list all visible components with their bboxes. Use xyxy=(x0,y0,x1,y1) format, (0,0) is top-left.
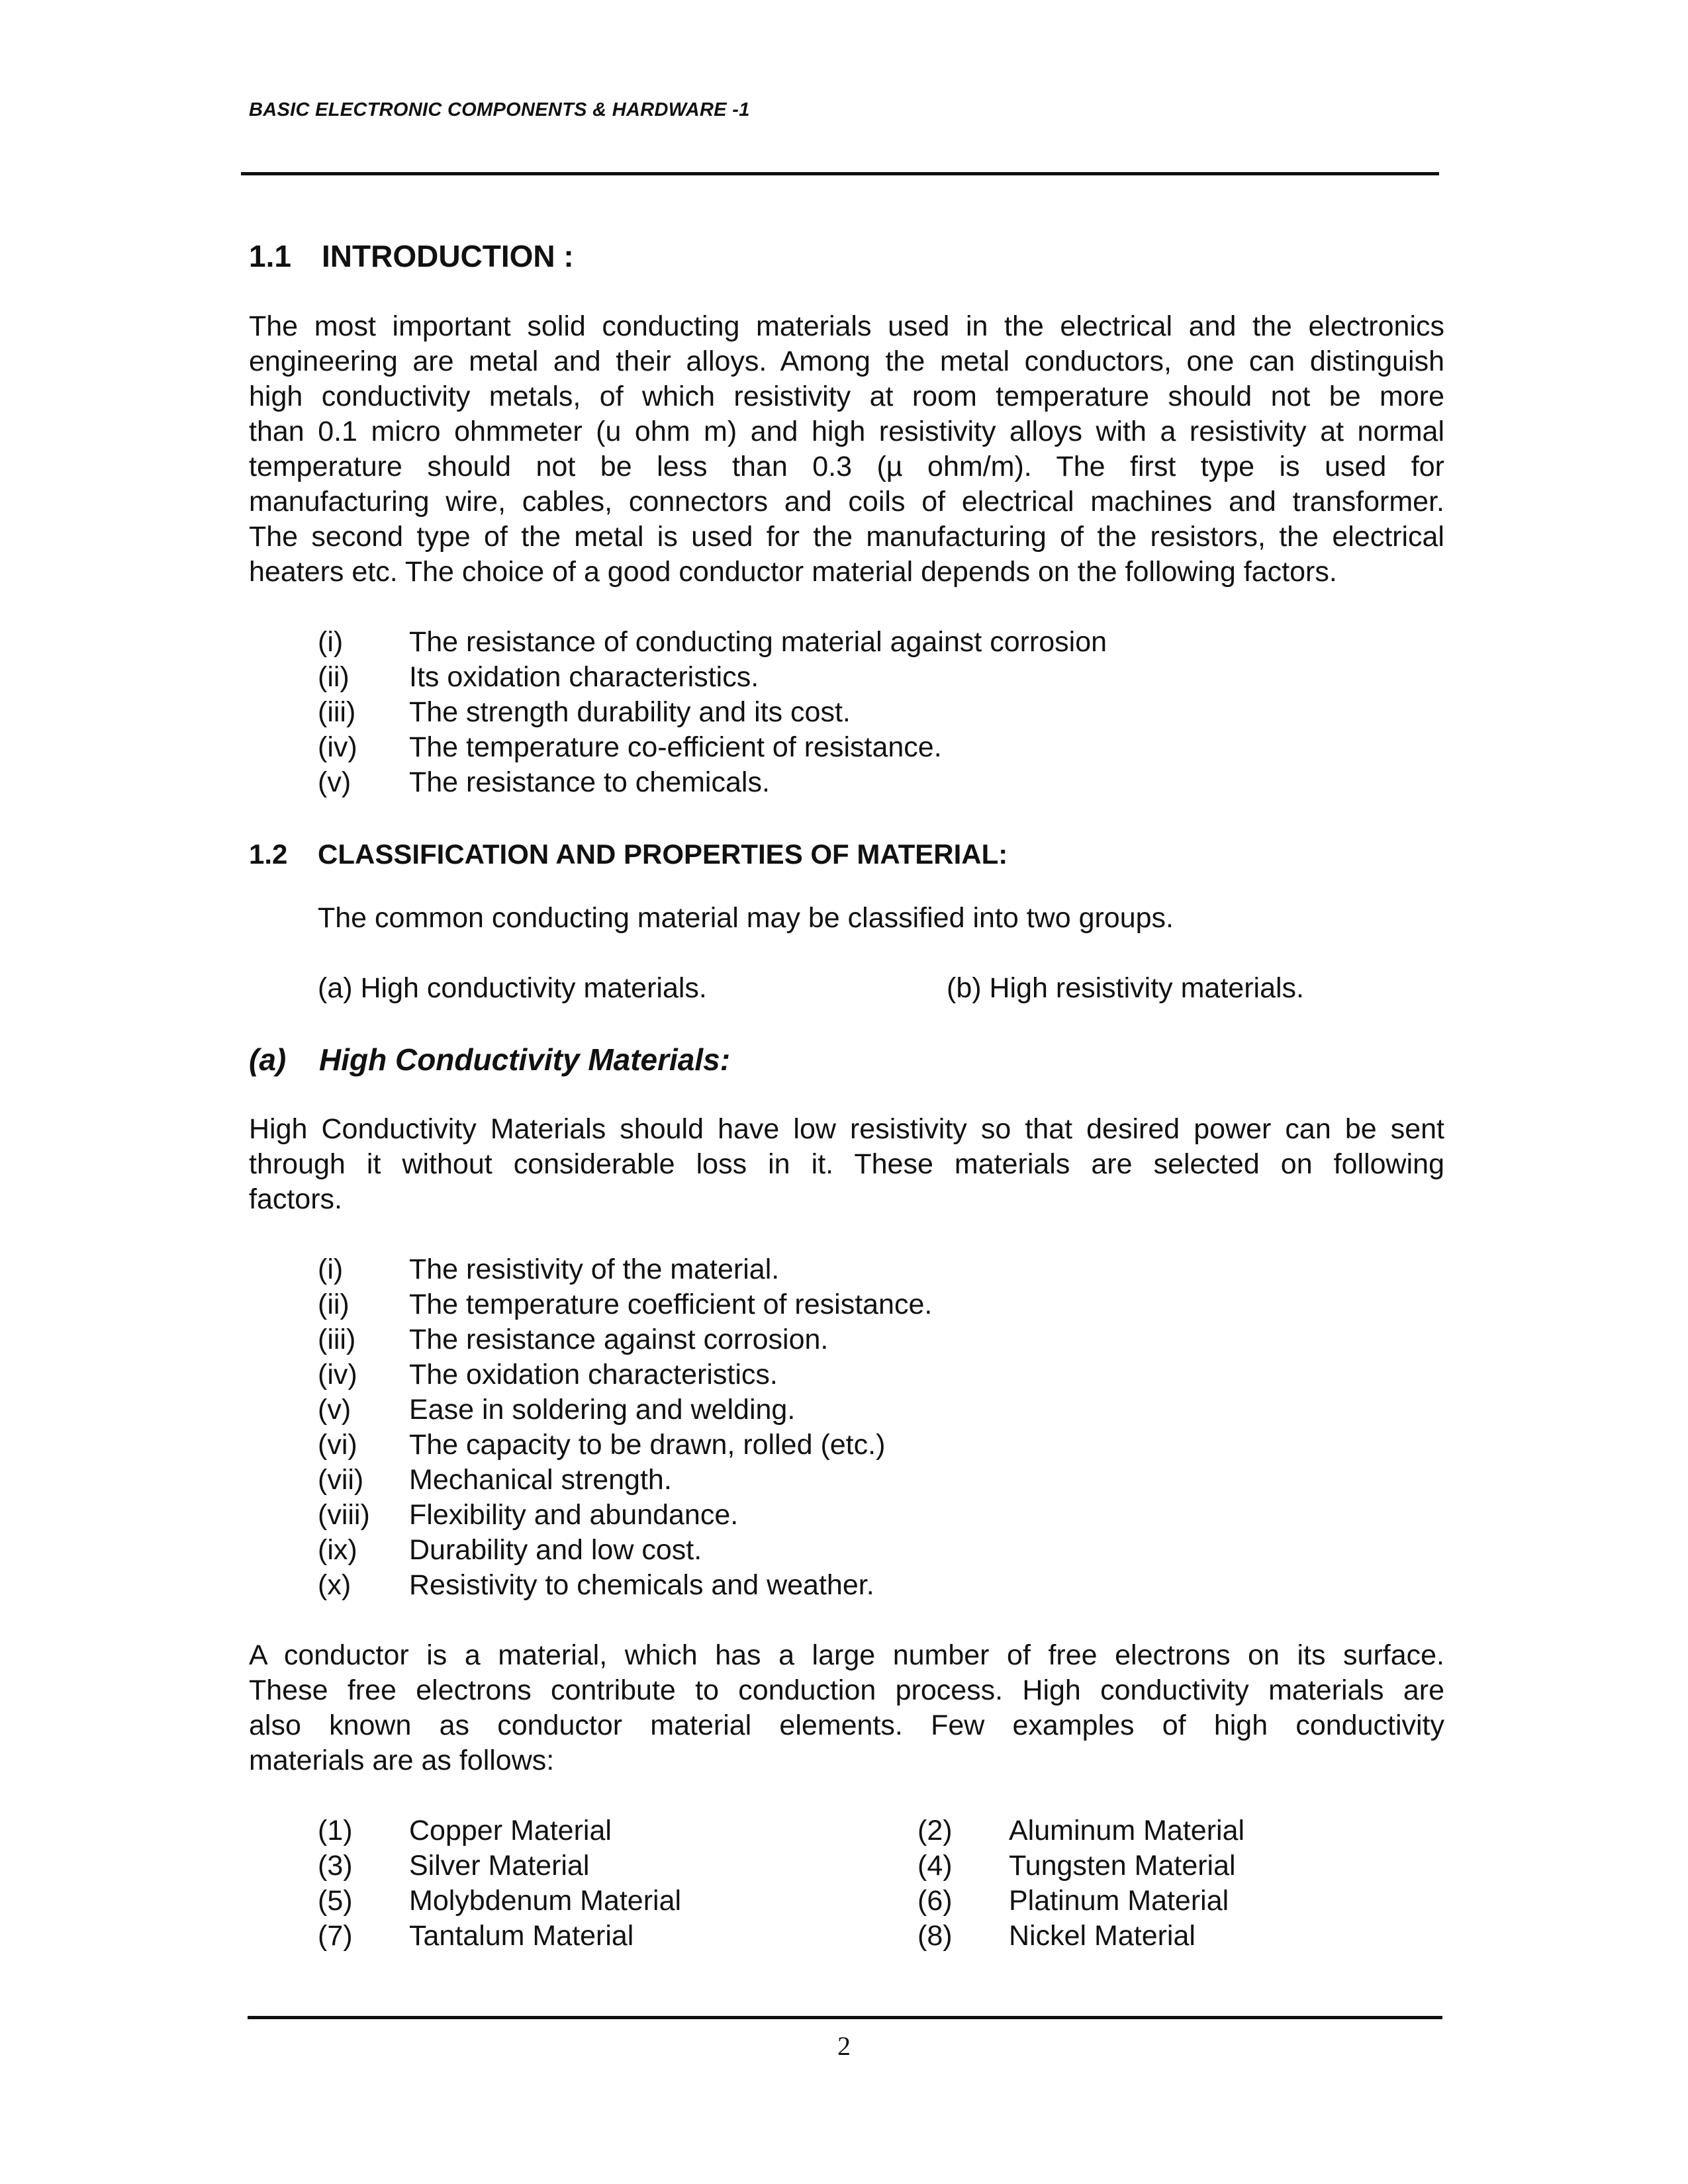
classification-intro: The common conducting material may be classified into two groups. xyxy=(318,902,1174,934)
list-item xyxy=(249,660,1444,695)
section-number: 1.1 xyxy=(249,239,291,273)
list-text: Molybdenum Material xyxy=(409,1885,682,1917)
paragraph-line: The most important solid conducting materials used in the electrical and the electronics xyxy=(249,310,1444,342)
list-text: Aluminum Material xyxy=(1009,1815,1245,1846)
list-marker: (i) xyxy=(318,1253,344,1285)
list-text: Mechanical strength. xyxy=(409,1464,672,1496)
intro-factor-list xyxy=(249,625,1444,800)
list-item xyxy=(249,1463,1444,1498)
list-item xyxy=(249,730,1444,765)
paragraph-line: than 0.1 micro ohmmeter (u ohm m) and high resistivity alloys with a resistivity at normal xyxy=(249,416,1444,447)
list-item xyxy=(249,1533,1444,1568)
list-text: Ease in soldering and welding. xyxy=(409,1394,796,1426)
paragraph-line: high conductivity metals, of which resistivity at room temperature should not be more xyxy=(249,381,1444,412)
material-groups xyxy=(249,971,1444,1006)
list-marker: (iv) xyxy=(318,1359,357,1390)
paragraph-line: These free electrons contribute to conduction process. High conductivity materials are xyxy=(249,1674,1444,1706)
page-number: 2 xyxy=(837,2031,851,2061)
paragraph-line: A conductor is a material, which has a large number of free electrons on its surface. xyxy=(249,1639,1444,1671)
list-item xyxy=(249,1498,1444,1533)
list-item xyxy=(249,625,1444,660)
conductor-paragraph xyxy=(249,1638,1444,1778)
list-marker: (iii) xyxy=(318,1324,356,1355)
page-content xyxy=(249,238,1444,1954)
list-text: The strength durability and its cost. xyxy=(409,696,851,728)
list-marker: (7) xyxy=(318,1920,353,1952)
list-item xyxy=(249,695,1444,730)
section-title: INTRODUCTION : xyxy=(322,239,574,273)
list-marker: (v) xyxy=(318,1394,352,1426)
subsection-label: (a) xyxy=(249,1042,287,1077)
list-marker: (3) xyxy=(318,1850,353,1882)
list-text: Tantalum Material xyxy=(409,1920,634,1952)
list-item xyxy=(249,765,1444,800)
list-marker: (2) xyxy=(917,1815,953,1846)
list-item xyxy=(249,1428,1444,1463)
list-item xyxy=(249,1919,917,1954)
paragraph-line: heaters etc. The choice of a good conductor material depends on the following factors. xyxy=(249,556,1337,588)
list-item xyxy=(249,1392,1444,1428)
list-text: Its oxidation characteristics. xyxy=(409,661,759,693)
list-text: The capacity to be drawn, rolled (etc.) xyxy=(409,1429,886,1461)
list-item xyxy=(249,1357,1444,1392)
section-title: CLASSIFICATION AND PROPERTIES OF MATERIAL: xyxy=(318,839,1008,870)
list-text: The temperature coefficient of resistance. xyxy=(409,1289,933,1320)
group-b: (b) High resistivity materials. xyxy=(947,972,1304,1004)
list-marker: (vi) xyxy=(318,1429,357,1461)
list-marker: (iii) xyxy=(318,696,356,728)
list-marker: (1) xyxy=(318,1815,353,1846)
list-item xyxy=(249,1813,917,1848)
paragraph-line: temperature should not be less than 0.3 (µ ohm/m). The first type is used for xyxy=(249,451,1444,482)
list-item xyxy=(917,1919,1444,1954)
list-text: Durability and low cost. xyxy=(409,1534,702,1566)
list-item xyxy=(249,1568,1444,1603)
intro-paragraph xyxy=(249,309,1444,590)
list-item xyxy=(917,1813,1444,1848)
running-header: BASIC ELECTRONIC COMPONENTS & HARDWARE -1 xyxy=(249,99,750,120)
list-item xyxy=(249,1884,917,1919)
list-text: The resistance of conducting material against corrosion xyxy=(409,626,1107,658)
section-heading-introduction xyxy=(249,238,1444,274)
list-text: Flexibility and abundance. xyxy=(409,1499,739,1531)
list-text: The oxidation characteristics. xyxy=(409,1359,778,1390)
footer-rule xyxy=(248,2016,1442,2019)
list-text: The resistivity of the material. xyxy=(409,1253,780,1285)
list-marker: (8) xyxy=(917,1920,953,1952)
list-text: The resistance against corrosion. xyxy=(409,1324,829,1355)
paragraph-line: engineering are metal and their alloys. Among the metal conductors, one can distinguish xyxy=(249,345,1444,377)
list-marker: (ii) xyxy=(318,1289,350,1320)
header-rule xyxy=(241,172,1439,175)
list-marker: (5) xyxy=(318,1885,353,1917)
list-marker: (iv) xyxy=(318,731,357,763)
group-a: (a) High conductivity materials. xyxy=(318,972,707,1004)
list-marker: (ix) xyxy=(318,1534,357,1566)
list-text: The temperature co-efficient of resistance. xyxy=(409,731,942,763)
list-marker: (6) xyxy=(917,1885,953,1917)
list-text: Silver Material xyxy=(409,1850,590,1882)
section-number: 1.2 xyxy=(249,839,288,870)
list-marker: (x) xyxy=(318,1569,352,1601)
paragraph-line: materials are as follows: xyxy=(249,1745,555,1776)
subsection-heading-high-conductivity xyxy=(249,1042,1444,1077)
high-conductivity-paragraph xyxy=(249,1112,1444,1217)
list-marker: (4) xyxy=(917,1850,953,1882)
list-marker: (viii) xyxy=(318,1499,370,1531)
list-text: Platinum Material xyxy=(1009,1885,1229,1917)
list-marker: (v) xyxy=(318,766,352,798)
list-item xyxy=(917,1884,1444,1919)
list-text: Copper Material xyxy=(409,1815,612,1846)
high-conductivity-factor-list xyxy=(249,1252,1444,1603)
paragraph-line: manufacturing wire, cables, connectors and coils of electrical machines and transformer. xyxy=(249,486,1444,518)
paragraph-line: through it without considerable loss in it. These materials are selected on following xyxy=(249,1148,1444,1180)
list-marker: (ii) xyxy=(318,661,350,693)
material-examples-list xyxy=(249,1813,1444,1954)
subsection-title: High Conductivity Materials: xyxy=(319,1042,731,1077)
list-text: Tungsten Material xyxy=(1009,1850,1236,1882)
list-item xyxy=(249,1252,1444,1287)
list-text: The resistance to chemicals. xyxy=(409,766,770,798)
list-marker: (i) xyxy=(318,626,344,658)
paragraph-line: factors. xyxy=(249,1183,342,1215)
list-text: Resistivity to chemicals and weather. xyxy=(409,1569,874,1601)
list-marker: (vii) xyxy=(318,1464,364,1496)
paragraph-line: also known as conductor material elements. Few examples of high conductivity xyxy=(249,1709,1444,1741)
section-heading-classification xyxy=(249,839,1444,870)
list-text: Nickel Material xyxy=(1009,1920,1196,1952)
list-item xyxy=(917,1848,1444,1884)
paragraph-line: High Conductivity Materials should have low resistivity so that desired power can be sent xyxy=(249,1113,1444,1145)
list-item xyxy=(249,1322,1444,1357)
list-item xyxy=(249,1287,1444,1322)
paragraph-line: The second type of the metal is used for the manufacturing of the resistors, the electrical xyxy=(249,521,1444,553)
list-item xyxy=(249,1848,917,1884)
